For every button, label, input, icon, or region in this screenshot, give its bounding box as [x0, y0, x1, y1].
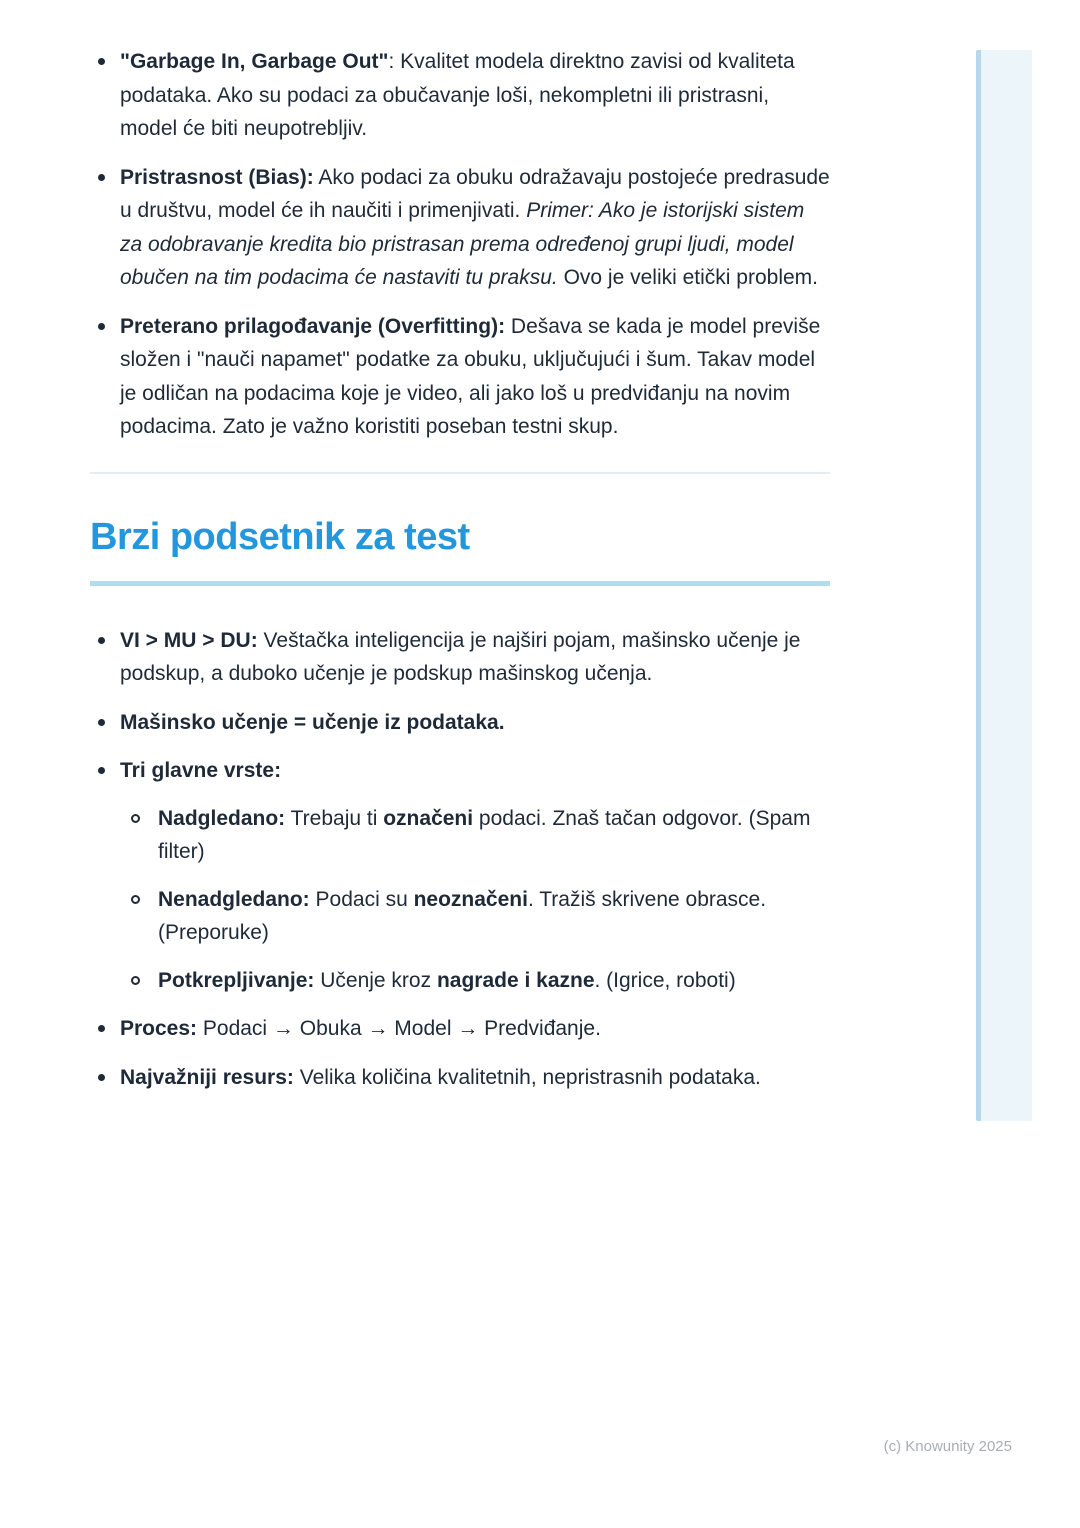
bullet-icon	[98, 174, 105, 181]
text-segment: . Tražiš skrivene obrasce. (Preporuke)	[158, 887, 767, 945]
list-item-text	[120, 1066, 761, 1089]
heading-underline	[90, 581, 830, 586]
text-segment: : Kvalitet modela direktno zavisi od kvaliteta podataka. Ako su podaci za obučavanje loši, nekompletni ili pristrasni, model će biti neupotrebljiv.	[120, 50, 795, 140]
sub-list	[120, 802, 830, 998]
list-item	[90, 624, 830, 691]
list-item-text	[120, 711, 505, 734]
list-item-text	[120, 50, 795, 140]
ml-pitfalls-list	[90, 45, 830, 444]
list-item-text	[158, 888, 766, 945]
quick-reminder-list	[90, 624, 830, 1095]
text-segment: Velika količina kvalitetnih, nepristrasnih podataka.	[293, 1065, 761, 1089]
text-segment: Tri glavne vrste:	[120, 759, 282, 783]
text-segment: neoznačeni	[413, 887, 528, 911]
text-segment: Ovo je veliki etički problem.	[557, 266, 819, 289]
list-item-text	[120, 759, 281, 782]
circle-bullet-icon	[131, 814, 140, 823]
list-item-text	[120, 315, 820, 439]
bullet-icon	[98, 1074, 105, 1081]
list-item	[90, 161, 830, 295]
list-item-text	[120, 166, 830, 290]
text-segment: Podaci su	[309, 887, 414, 911]
footer-credit: (c) Knowunity 2025	[883, 1438, 1012, 1455]
list-item	[90, 754, 830, 997]
list-item-text	[120, 1017, 601, 1040]
sub-list-item	[120, 802, 830, 869]
text-segment: Mašinsko učenje = učenje iz podataka.	[120, 710, 505, 734]
text-segment: . (Igrice, roboti)	[594, 968, 736, 992]
text-segment: Proces:	[120, 1017, 198, 1041]
list-item-text	[120, 629, 800, 686]
bullet-icon	[98, 637, 105, 644]
section-heading: Brzi podsetnik za test	[90, 515, 470, 558]
text-segment: Nadgledano:	[158, 806, 286, 830]
text-segment: Trebaju ti	[285, 806, 384, 830]
document-content	[90, 45, 830, 1109]
text-segment: Učenje kroz	[314, 968, 437, 992]
text-segment: Pristrasnost (Bias):	[120, 165, 314, 189]
sub-list-item	[120, 964, 830, 998]
text-segment: Dešava se kada je model previše složen i "nauči napamet" podatke za obuku, uključujući i šum. Takav model je odličan na podacima koje je video, ali jako loš u predviđanju na novim podacima. Zato je važno koristiti poseban testni skup.	[120, 314, 821, 438]
text-segment: "Garbage In, Garbage Out"	[120, 50, 389, 73]
sub-list-item	[120, 883, 830, 950]
text-segment: nagrade i kazne	[436, 968, 595, 992]
text-segment: Potkrepljivanje:	[158, 968, 315, 992]
section-divider	[90, 472, 830, 474]
circle-bullet-icon	[131, 976, 140, 985]
bullet-icon	[98, 1025, 105, 1032]
list-item-text	[158, 807, 810, 864]
bullet-icon	[98, 58, 105, 65]
text-segment: Nenadgledano:	[158, 887, 310, 911]
side-panel	[976, 50, 1032, 1121]
bullet-icon	[98, 767, 105, 774]
list-item-text	[158, 969, 736, 992]
text-segment: Ako podaci za obuku odražavaju postojeće predrasude u društvu, model će ih naučiti i primenjivati.	[120, 165, 830, 222]
text-segment: označeni	[383, 806, 474, 830]
text-segment: Veštačka inteligencija je najširi pojam, mašinsko učenje je podskup, a duboko učenje je podskup mašinskog učenja.	[120, 628, 801, 686]
list-item	[90, 1012, 830, 1046]
list-item	[90, 45, 830, 146]
list-item	[90, 706, 830, 740]
circle-bullet-icon	[131, 895, 140, 904]
text-segment: Preterano prilagođavanje (Overfitting):	[120, 314, 506, 338]
text-segment: VI > MU > DU:	[120, 628, 258, 652]
bullet-icon	[98, 323, 105, 330]
text-segment: podaci. Znaš tačan odgovor. (Spam filter)	[158, 806, 811, 864]
text-segment: Primer: Ako je istorijski sistem za odobravanje kredita bio pristrasan prema određenoj grupi ljudi, model obučen na tim podacima će nastaviti tu praksu.	[120, 199, 805, 289]
list-item	[90, 1061, 830, 1095]
list-item	[90, 310, 830, 444]
bullet-icon	[98, 719, 105, 726]
text-segment: Najvažniji resurs:	[120, 1065, 294, 1089]
text-segment: Podaci → Obuka → Model → Predviđanje.	[197, 1017, 601, 1041]
